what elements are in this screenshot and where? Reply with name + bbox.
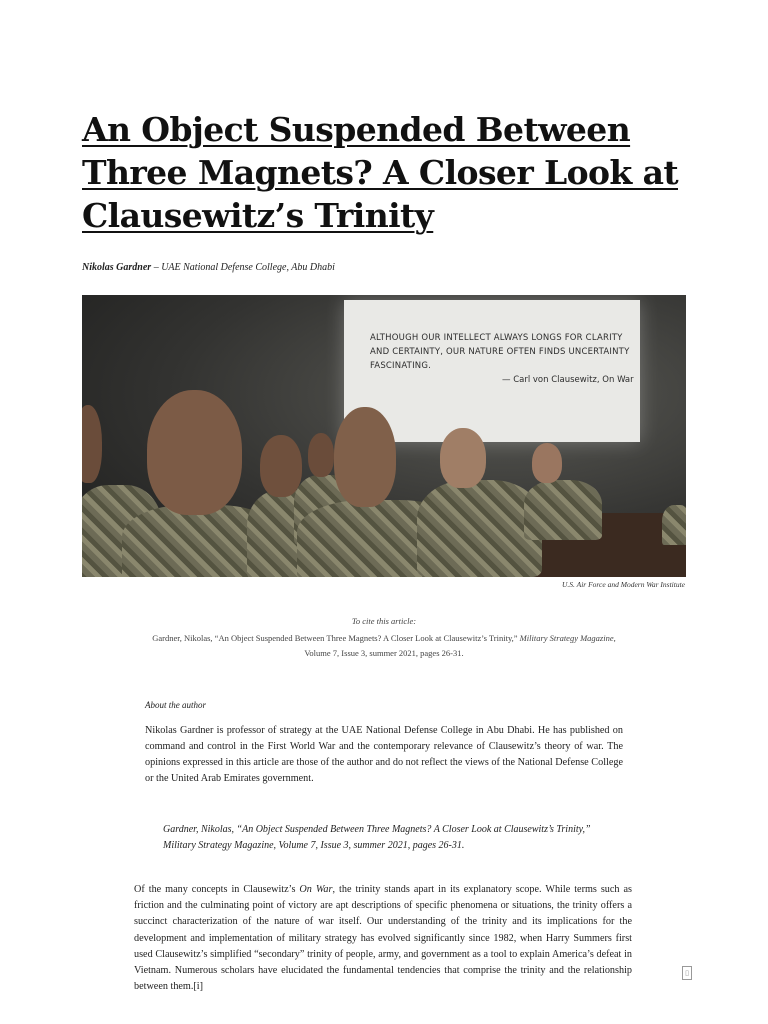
citation-text xyxy=(150,631,618,661)
byline-separator: – xyxy=(151,262,162,273)
audience-head xyxy=(440,428,486,488)
about-author-label: About the author xyxy=(145,700,206,710)
audience-head xyxy=(334,407,396,507)
hero-image xyxy=(82,295,686,577)
byline xyxy=(82,262,335,273)
audience-figure xyxy=(524,480,602,540)
audience-head xyxy=(260,435,302,497)
body-book-title: On War xyxy=(299,884,333,895)
cite-label: To cite this article: xyxy=(351,616,417,626)
citation-journal: Military Strategy Magazine xyxy=(519,633,614,643)
body-intro-after: , the trinity stands apart in its explanatory scope. While terms such as friction and the culminating point of victory are apt descriptions of specific phenomena or situations, the trinity offers a succinct characterization of the nature of war itself. Our understanding of the trinity and its implications for the development and implementation of military strategy has evolved significantly since 1982, when Harry Summers first used Clausewitz’s simplified “secondary” trinity of people, army, and government as a tool to explain America’s defeat in Vietnam. Numerous scholars have elucidated the fundamental tendencies that comprise the trinity and the relationship between them.[i] xyxy=(134,884,632,993)
audience-head xyxy=(147,390,242,515)
audience-head xyxy=(308,433,334,477)
citation-text-before: Gardner, Nikolas, “An Object Suspended Between Three Magnets? A Closer Look at Clausewitz’s Trinity,” xyxy=(152,633,520,643)
scroll-indicator-icon[interactable]: ▯ xyxy=(682,966,692,980)
article-title: An Object Suspended Between Three Magnets? A Closer Look at Clausewitz’s Trinity xyxy=(82,110,678,235)
about-author-text: Nikolas Gardner is professor of strategy at the UAE National Defense College in Abu Dhabi. He has published on command and control in the First World War and the contemporary relevance of Clausewitz’s theory of war. The opinions expressed in this article are those of the author and do not reflect the views of the National Defense College or the United Arab Emirates government. xyxy=(145,725,623,784)
article-body xyxy=(134,882,632,994)
image-caption: U.S. Air Force and Modern War Institute xyxy=(561,580,685,589)
slide-quote: ALTHOUGH OUR INTELLECT ALWAYS LONGS FOR CLARITY AND CERTAINTY, OUR NATURE OFTEN FINDS UNCERTAINTY FASCINATING. xyxy=(370,333,630,371)
author-name: Nikolas Gardner xyxy=(82,262,152,273)
body-intro-before: Of the many concepts in Clausewitz’s xyxy=(134,884,300,895)
slide-source: — Carl von Clausewitz, On War xyxy=(502,375,634,385)
reference-citation: Gardner, Nikolas, “An Object Suspended Between Three Magnets? A Closer Look at Clausewitz’s Trinity,” Military Strategy Magazine, Volume 7, Issue 3, summer 2021, pages 26-31. xyxy=(163,824,591,851)
citation-text-after: , Volume 7, Issue 3, summer 2021, pages 26-31. xyxy=(304,633,616,658)
audience-head xyxy=(532,443,562,483)
author-affiliation: UAE National Defense College, Abu Dhabi xyxy=(161,262,335,273)
audience-figure xyxy=(662,505,686,545)
